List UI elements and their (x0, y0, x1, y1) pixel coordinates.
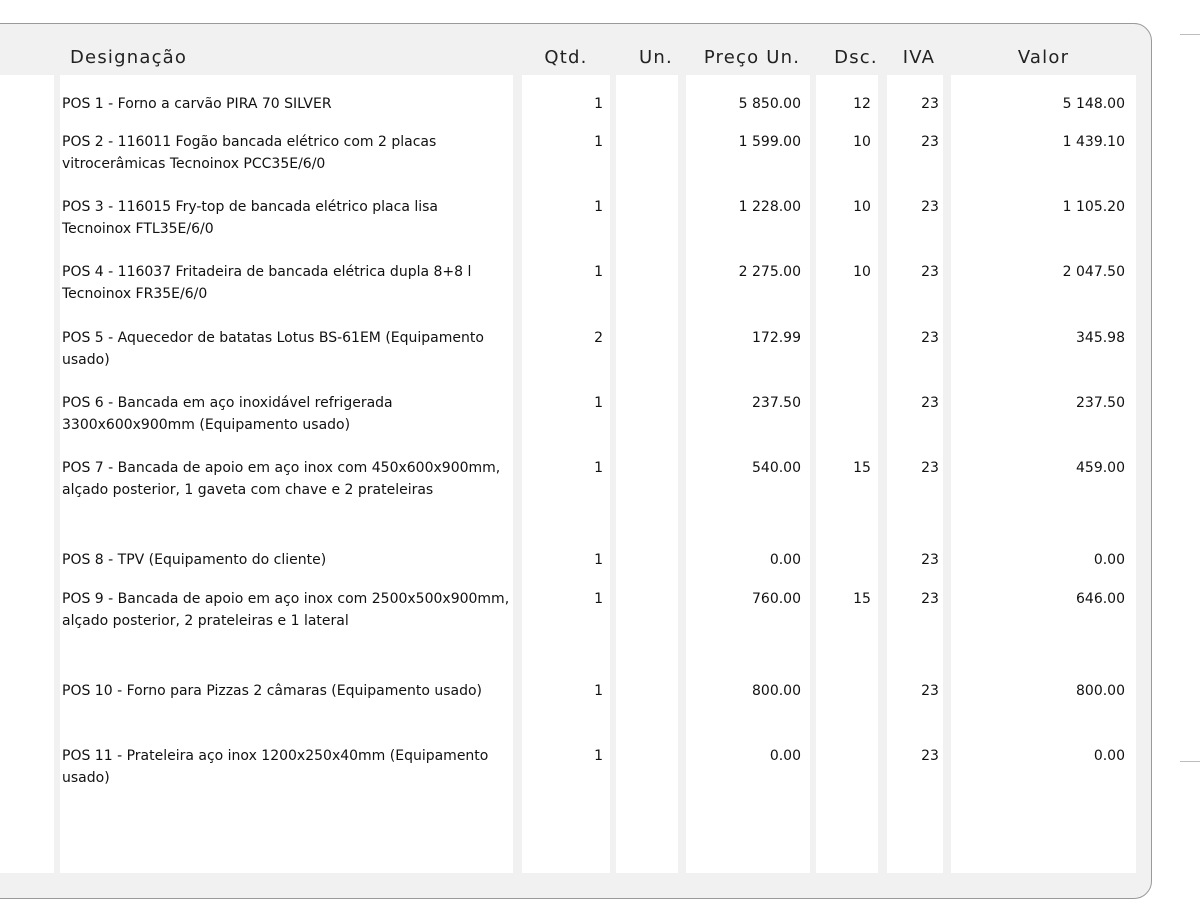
row-preco-un: 760.00 (752, 591, 801, 607)
row-qtd: 1 (594, 552, 603, 568)
row-valor: 237.50 (1076, 395, 1125, 411)
edge-line-bottom (1180, 761, 1200, 762)
row-valor: 2 047.50 (1062, 264, 1125, 280)
header-preco-un: Preço Un. (703, 47, 801, 68)
row-iva: 23 (921, 134, 939, 150)
column-left-stub (0, 75, 54, 873)
header-designacao: Designação (70, 47, 188, 68)
row-designacao: POS 1 - Forno a carvão PIRA 70 SILVER (62, 96, 332, 112)
row-designacao: POS 5 - Aquecedor de batatas Lotus BS-61EM (Equipamento usado) (62, 330, 484, 368)
row-preco-un: 0.00 (769, 552, 801, 568)
row-valor: 1 105.20 (1062, 199, 1125, 215)
row-qtd: 1 (594, 591, 603, 607)
row-qtd: 1 (594, 683, 603, 699)
row-valor: 646.00 (1076, 591, 1125, 607)
row-iva: 23 (921, 96, 939, 112)
row-valor: 5 148.00 (1062, 96, 1125, 112)
row-preco-un: 540.00 (752, 460, 801, 476)
row-preco-un: 1 599.00 (738, 134, 801, 150)
row-preco-un: 5 850.00 (738, 96, 801, 112)
header-iva: IVA (902, 47, 936, 68)
row-valor: 0.00 (1093, 552, 1125, 568)
row-designacao: POS 3 - 116015 Fry-top de bancada elétrico placa lisa Tecnoinox FTL35E/6/0 (62, 199, 439, 237)
row-dsc: 15 (853, 460, 871, 476)
row-designacao: POS 8 - TPV (Equipamento do cliente) (62, 552, 327, 568)
row-qtd: 1 (594, 460, 603, 476)
row-valor: 800.00 (1076, 683, 1125, 699)
row-preco-un: 2 275.00 (738, 264, 801, 280)
column-un (616, 75, 678, 873)
row-iva: 23 (921, 748, 939, 764)
row-qtd: 1 (594, 395, 603, 411)
row-preco-un: 1 228.00 (738, 199, 801, 215)
row-iva: 23 (921, 683, 939, 699)
row-preco-un: 0.00 (769, 748, 801, 764)
row-qtd: 1 (594, 134, 603, 150)
row-designacao: POS 4 - 116037 Fritadeira de bancada elétrica dupla 8+8 l Tecnoinox FR35E/6/0 (62, 264, 472, 302)
row-iva: 23 (921, 199, 939, 215)
row-iva: 23 (921, 460, 939, 476)
row-designacao: POS 9 - Bancada de apoio em aço inox com 2500x500x900mm, alçado posterior, 2 prateleiras e 1 lateral (62, 591, 510, 629)
row-preco-un: 172.99 (752, 330, 801, 346)
row-valor: 0.00 (1093, 748, 1125, 764)
row-designacao: POS 6 - Bancada em aço inoxidável refrigerada 3300x600x900mm (Equipamento usado) (62, 395, 393, 433)
row-designacao: POS 7 - Bancada de apoio em aço inox com 450x600x900mm, alçado posterior, 1 gaveta com chave e 2 prateleiras (62, 460, 501, 498)
row-qtd: 1 (594, 264, 603, 280)
edge-line-top (1180, 34, 1200, 35)
row-dsc: 10 (853, 264, 871, 280)
row-qtd: 1 (594, 96, 603, 112)
row-qtd: 1 (594, 199, 603, 215)
header-qtd: Qtd. (544, 47, 588, 68)
row-qtd: 1 (594, 748, 603, 764)
header-valor: Valor (1017, 47, 1070, 68)
row-designacao: POS 11 - Prateleira aço inox 1200x250x40mm (Equipamento usado) (62, 748, 489, 786)
header-un: Un. (639, 47, 673, 68)
row-designacao: POS 10 - Forno para Pizzas 2 câmaras (Equipamento usado) (62, 683, 483, 699)
row-iva: 23 (921, 264, 939, 280)
row-dsc: 12 (853, 96, 871, 112)
row-valor: 345.98 (1076, 330, 1125, 346)
row-preco-un: 237.50 (752, 395, 801, 411)
row-iva: 23 (921, 395, 939, 411)
row-dsc: 15 (853, 591, 871, 607)
row-iva: 23 (921, 552, 939, 568)
row-valor: 459.00 (1076, 460, 1125, 476)
row-preco-un: 800.00 (752, 683, 801, 699)
row-valor: 1 439.10 (1062, 134, 1125, 150)
row-dsc: 10 (853, 199, 871, 215)
header-dsc: Dsc. (834, 47, 878, 68)
row-iva: 23 (921, 330, 939, 346)
row-designacao: POS 2 - 116011 Fogão bancada elétrico com 2 placas vitrocerâmicas Tecnoinox PCC35E/6/0 (62, 134, 437, 172)
row-iva: 23 (921, 591, 939, 607)
row-dsc: 10 (853, 134, 871, 150)
row-qtd: 2 (594, 330, 603, 346)
